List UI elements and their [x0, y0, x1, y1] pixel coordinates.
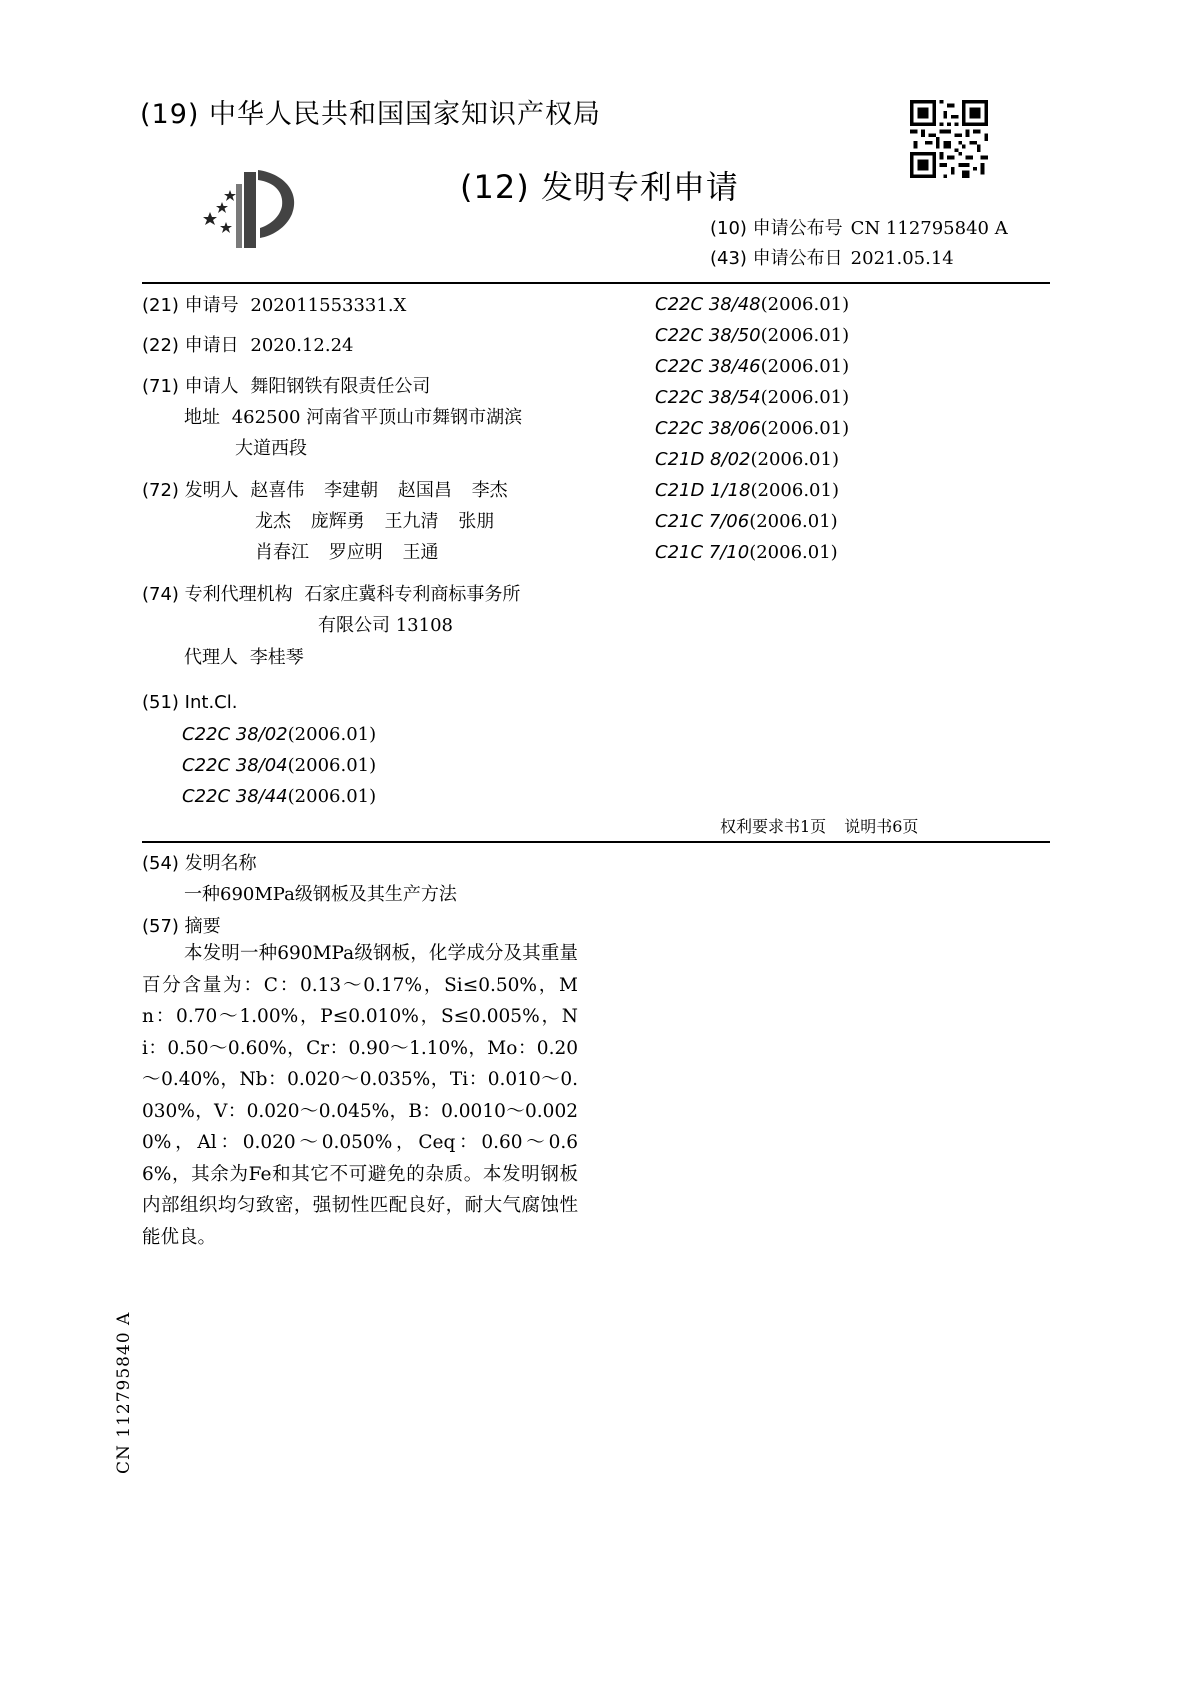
invention-title-row [184, 879, 457, 910]
ipc-code: C21C 7/10 [655, 542, 750, 563]
inventor-name: 张朋 [458, 511, 495, 532]
abstract-text: 本发明一种690MPa级钢板，化学成分及其重量百分含量为：C：0.13～0.17%，Si≤0.50%，Mn：0.70～1.00%，P≤0.010%，S≤0.005%，Ni：0.50～0.60%，Cr：0.90～1.10%，Mo：0.20～0.40%，Nb：0.020～0.035%，Ti：0.010～0.030%，V：0.020～0.045%，B：0.0010～0.0020%，Al：0.020～0.050%，Ceq：0.60～0.66%，其余为Fe和其它不可避免的杂质。本发明钢板内部组织均匀致密，强韧性匹配良好，耐大气腐蚀性能优良。 [142, 943, 578, 1248]
invention-title-label: (54) 发明名称 [142, 853, 257, 874]
ipc-code: C22C 38/06 [655, 418, 761, 439]
agency-line-2 [318, 610, 453, 641]
ipc-code: C21C 7/06 [655, 511, 750, 532]
agent-label: 代理人 [184, 647, 238, 668]
applicant-row [142, 371, 430, 402]
invention-title: 一种690MPa级钢板及其生产方法 [184, 884, 457, 905]
inventor-name: 王通 [402, 542, 439, 563]
ipc-entry [655, 475, 849, 506]
ipc-entry [655, 444, 849, 475]
inventor-name: 王九清 [384, 511, 439, 532]
intcl-label: (51) Int.Cl. [142, 692, 238, 713]
ipc-entry [655, 351, 849, 382]
ipc-left-list [182, 719, 376, 812]
agent-name: 李桂琴 [249, 647, 304, 668]
document-type: (12) 发明专利申请 [460, 168, 739, 206]
publication-number-row [710, 214, 1008, 240]
agent-row [184, 642, 304, 673]
application-number: 202011553331.X [250, 295, 407, 316]
address-line-2 [235, 433, 307, 464]
applicant-label: (71) 申请人 [142, 376, 239, 397]
ipc-code: C22C 38/02 [182, 724, 288, 745]
intcl-row [142, 687, 237, 718]
ipc-version: (2006.01) [749, 542, 838, 563]
qr-code-icon [910, 100, 988, 178]
ipc-version: (2006.01) [760, 418, 850, 439]
cnipa-emblem-icon [196, 164, 308, 254]
ipc-entry [655, 413, 849, 444]
address-line-1: 462500 河南省平顶山市舞钢市湖滨 [231, 407, 523, 428]
ipc-entry [182, 719, 376, 750]
inventors-label: (72) 发明人 [142, 480, 239, 501]
agency-name: 石家庄冀科专利商标事务所 [304, 584, 521, 605]
application-date-row [142, 330, 353, 361]
ipc-version: (2006.01) [750, 480, 839, 501]
agency-name-line-2: 有限公司 13108 [318, 615, 453, 636]
inventors-row [142, 475, 508, 506]
publication-date-row [710, 244, 954, 270]
description-pages: 说明书6页 [844, 817, 919, 836]
inventor-name: 庞辉勇 [310, 511, 365, 532]
page-count [720, 814, 918, 837]
inventor-name: 龙杰 [255, 511, 291, 532]
ipc-version: (2006.01) [760, 325, 850, 346]
application-date: 2020.12.24 [250, 335, 354, 356]
ipc-entry [655, 506, 849, 537]
ipc-right-list [655, 289, 849, 568]
address-label: 地址 [184, 407, 220, 428]
application-date-label: (22) 申请日 [142, 335, 239, 356]
publication-date: 2021.05.14 [850, 248, 954, 269]
claims-pages: 权利要求书1页 [720, 817, 827, 836]
ipc-code: C22C 38/44 [182, 786, 288, 807]
side-publication-id: CN 112795840 A [114, 1311, 134, 1474]
header-divider [142, 282, 1050, 284]
ipc-code: C22C 38/50 [655, 325, 761, 346]
ipc-entry [655, 289, 849, 320]
application-number-label: (21) 申请号 [142, 295, 239, 316]
publication-date-label: (43) 申请公布日 [710, 248, 843, 269]
address-row [184, 402, 522, 433]
ipc-version: (2006.01) [760, 387, 850, 408]
inventor-name: 肖春江 [255, 542, 309, 563]
publication-number-label: (10) 申请公布号 [710, 218, 843, 239]
ipc-version: (2006.01) [760, 356, 850, 377]
ipc-version: (2006.01) [749, 511, 838, 532]
ipc-version: (2006.01) [760, 294, 850, 315]
ipc-version: (2006.01) [287, 786, 377, 807]
inventors-row-2 [255, 506, 494, 537]
ipc-entry [182, 750, 376, 781]
office-name: (19) 中华人民共和国国家知识产权局 [140, 99, 602, 130]
ipc-code: C21D 1/18 [655, 480, 751, 501]
ipc-entry [655, 382, 849, 413]
ipc-code: C21D 8/02 [655, 449, 751, 470]
application-number-row [142, 290, 406, 321]
inventor-name: 赵国昌 [397, 480, 452, 501]
ipc-code: C22C 38/04 [182, 755, 288, 776]
invention-title-label-row [142, 848, 257, 879]
ipc-version: (2006.01) [287, 724, 377, 745]
ipc-version: (2006.01) [287, 755, 377, 776]
inventors-row-3 [255, 537, 438, 568]
abstract-label: (57) 摘要 [142, 916, 221, 937]
biblio-divider [142, 841, 1050, 843]
inventor-name: 李杰 [471, 480, 508, 501]
inventor-name: 李建朝 [324, 480, 379, 501]
ipc-code: C22C 38/46 [655, 356, 761, 377]
ipc-entry [655, 320, 849, 351]
ipc-entry [182, 781, 376, 812]
ipc-code: C22C 38/54 [655, 387, 761, 408]
applicant-name: 舞阳钢铁有限责任公司 [250, 376, 431, 397]
inventor-name: 罗应明 [328, 542, 383, 563]
publication-number: CN 112795840 A [850, 218, 1008, 239]
inventor-name: 赵喜伟 [250, 480, 305, 501]
agency-label: (74) 专利代理机构 [142, 584, 293, 605]
ipc-code: C22C 38/48 [655, 294, 761, 315]
agency-row [142, 579, 520, 610]
ipc-version: (2006.01) [750, 449, 839, 470]
ipc-entry [655, 537, 849, 568]
address-line-2-text: 大道西段 [235, 438, 307, 459]
